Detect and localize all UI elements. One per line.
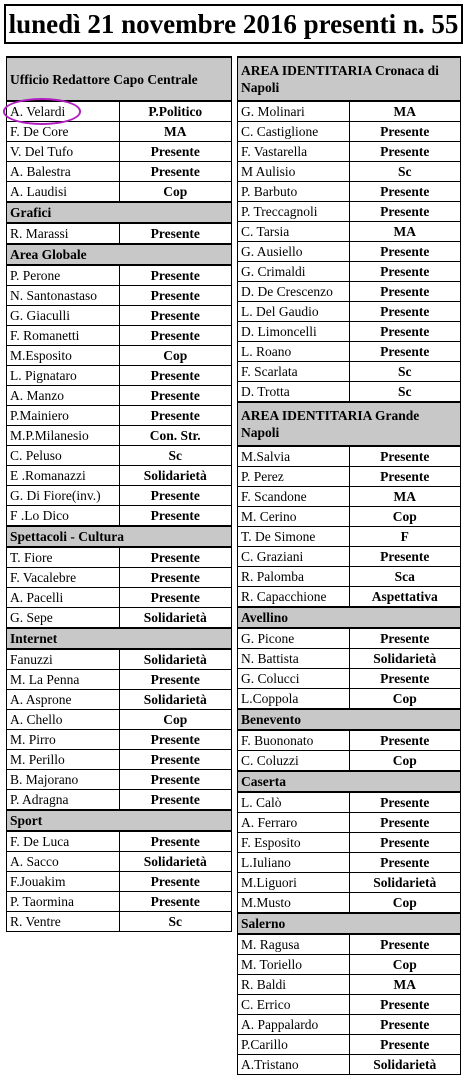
staff-status: Presente: [349, 1035, 461, 1055]
section-header: [238, 57, 461, 101]
table-row: [238, 1035, 461, 1055]
staff-status: F: [349, 527, 461, 547]
table-row: [238, 853, 461, 873]
table-row: [7, 182, 232, 203]
staff-name: A. Balestra: [7, 162, 120, 182]
staff-name: V. Del Tufo: [7, 142, 120, 162]
staff-status: Cop: [349, 507, 461, 527]
staff-status: Presente: [349, 1015, 461, 1035]
staff-status: Cop: [349, 893, 461, 914]
staff-status: Solidarietà: [119, 608, 232, 629]
staff-status: Presente: [349, 182, 461, 202]
table-row: [7, 710, 232, 730]
staff-name: N. Santonastaso: [7, 286, 120, 306]
staff-name: M.Salvia: [238, 446, 350, 467]
section-title: Spettacoli - Cultura: [7, 526, 232, 547]
section-header: [238, 709, 461, 730]
staff-status: Sc: [119, 446, 232, 466]
staff-name: C. Coluzzi: [238, 751, 350, 772]
staff-status: Solidarietà: [119, 690, 232, 710]
staff-status: Presente: [119, 486, 232, 506]
staff-name: F. Romanetti: [7, 326, 120, 346]
staff-name: P. Barbuto: [238, 182, 350, 202]
table-row: [7, 426, 232, 446]
staff-status: Presente: [119, 831, 232, 852]
staff-status: Presente: [119, 770, 232, 790]
staff-status: Presente: [119, 406, 232, 426]
staff-status: P.Politico: [119, 101, 232, 122]
table-row: [238, 813, 461, 833]
staff-status: Presente: [349, 934, 461, 955]
table-row: [7, 588, 232, 608]
staff-status: Presente: [119, 588, 232, 608]
staff-status: Solidarietà: [119, 466, 232, 486]
staff-name: G. Picone: [238, 628, 350, 649]
table-row: [7, 223, 232, 244]
section-header: [238, 913, 461, 934]
staff-name: F. De Core: [7, 122, 120, 142]
staff-status: Presente: [119, 892, 232, 912]
staff-status: MA: [349, 975, 461, 995]
staff-name: A. Pacelli: [7, 588, 120, 608]
staff-name: P. Perone: [7, 265, 120, 286]
table-row: [238, 547, 461, 567]
staff-name: G. Sepe: [7, 608, 120, 629]
section-header: [7, 628, 232, 649]
staff-name: M Aulisio: [238, 162, 350, 182]
staff-name: C. Errico: [238, 995, 350, 1015]
table-row: [238, 1055, 461, 1075]
table-row: [238, 873, 461, 893]
staff-status: Aspettativa: [349, 587, 461, 608]
staff-status: Presente: [119, 306, 232, 326]
staff-status: Presente: [349, 242, 461, 262]
table-row: [238, 995, 461, 1015]
staff-status: Cop: [119, 710, 232, 730]
table-row: [7, 912, 232, 932]
section-title: Benevento: [238, 709, 461, 730]
section-header: [238, 402, 461, 446]
staff-name: L. Del Gaudio: [238, 302, 350, 322]
staff-name: F .Lo Dico: [7, 506, 120, 527]
staff-status: Presente: [349, 853, 461, 873]
staff-name: R. Ventre: [7, 912, 120, 932]
staff-name: A. Chello: [7, 710, 120, 730]
table-row: [238, 955, 461, 975]
table-row: [238, 342, 461, 362]
section-header: [7, 244, 232, 265]
staff-status: Presente: [119, 286, 232, 306]
staff-status: Solidarietà: [119, 649, 232, 670]
table-row: [7, 265, 232, 286]
table-row: [7, 730, 232, 750]
staff-name: M.Esposito: [7, 346, 120, 366]
table-row: [7, 466, 232, 486]
staff-status: Presente: [349, 813, 461, 833]
staff-status: Presente: [119, 326, 232, 346]
staff-status: Presente: [349, 467, 461, 487]
staff-status: Presente: [119, 670, 232, 690]
attendance-table-right: [237, 56, 461, 1075]
table-row: [7, 831, 232, 852]
staff-status: Sc: [349, 382, 461, 403]
staff-status: Solidarietà: [349, 649, 461, 669]
table-row: [7, 366, 232, 386]
staff-status: Presente: [349, 792, 461, 813]
staff-name: L.Coppola: [238, 689, 350, 710]
table-row: [238, 182, 461, 202]
table-row: [238, 487, 461, 507]
staff-status: Presente: [349, 730, 461, 751]
staff-name: N. Battista: [238, 649, 350, 669]
table-row: [7, 101, 232, 122]
staff-status: Presente: [349, 669, 461, 689]
staff-status: Solidarietà: [119, 852, 232, 872]
table-row: [7, 286, 232, 306]
staff-name: M. Pirro: [7, 730, 120, 750]
table-row: [7, 326, 232, 346]
table-row: [238, 567, 461, 587]
section-header: [238, 771, 461, 792]
staff-name: M.P.Milanesio: [7, 426, 120, 446]
table-row: [238, 467, 461, 487]
table-row: [238, 934, 461, 955]
staff-status: Presente: [349, 342, 461, 362]
staff-name: G. Crimaldi: [238, 262, 350, 282]
staff-name: F. Buononato: [238, 730, 350, 751]
staff-name: B. Majorano: [7, 770, 120, 790]
staff-name: D. De Crescenzo: [238, 282, 350, 302]
staff-name: M. Toriello: [238, 955, 350, 975]
staff-name: F.Jouakim: [7, 872, 120, 892]
right-column: [237, 56, 461, 1075]
staff-status: Presente: [119, 265, 232, 286]
section-title: Avellino: [238, 607, 461, 628]
staff-name: A. Laudisi: [7, 182, 120, 203]
staff-name: C. Castiglione: [238, 122, 350, 142]
table-row: [238, 222, 461, 242]
table-row: [238, 446, 461, 467]
staff-status: MA: [349, 222, 461, 242]
table-row: [238, 1015, 461, 1035]
staff-status: Sca: [349, 567, 461, 587]
staff-name: C. Tarsia: [238, 222, 350, 242]
staff-name: R. Capacchione: [238, 587, 350, 608]
staff-name: A. Ferraro: [238, 813, 350, 833]
table-row: [238, 751, 461, 772]
table-row: [238, 649, 461, 669]
table-row: [7, 690, 232, 710]
staff-name: G. Ausiello: [238, 242, 350, 262]
staff-name: A. Pappalardo: [238, 1015, 350, 1035]
section-title: Internet: [7, 628, 232, 649]
section-header: [7, 202, 232, 223]
table-row: [238, 142, 461, 162]
staff-status: Cop: [349, 689, 461, 710]
staff-name: M. Perillo: [7, 750, 120, 770]
staff-status: Cop: [119, 346, 232, 366]
staff-name: D. Trotta: [238, 382, 350, 403]
table-row: [7, 670, 232, 690]
staff-status: Presente: [349, 833, 461, 853]
staff-name: G. Colucci: [238, 669, 350, 689]
staff-status: MA: [119, 122, 232, 142]
staff-status: Presente: [119, 730, 232, 750]
staff-name: M.Musto: [238, 893, 350, 914]
table-row: [7, 446, 232, 466]
staff-name: M. Ragusa: [238, 934, 350, 955]
staff-status: Presente: [119, 872, 232, 892]
table-row: [7, 547, 232, 568]
section-header: [7, 810, 232, 831]
staff-name: M. Cerino: [238, 507, 350, 527]
staff-status: MA: [349, 101, 461, 122]
table-row: [238, 792, 461, 813]
staff-status: Cop: [349, 751, 461, 772]
table-row: [7, 872, 232, 892]
section-title: Grafici: [7, 202, 232, 223]
staff-status: Presente: [349, 122, 461, 142]
page-title: lunedì 21 novembre 2016 presenti n. 55: [4, 4, 463, 44]
table-row: [238, 689, 461, 710]
staff-name: T. Fiore: [7, 547, 120, 568]
staff-name: M.Liguori: [238, 873, 350, 893]
staff-status: Presente: [349, 995, 461, 1015]
staff-name: A. Velardi: [7, 101, 120, 122]
staff-status: Presente: [119, 386, 232, 406]
staff-status: Presente: [349, 302, 461, 322]
section-title: Ufficio Redattore Capo Centrale: [7, 57, 232, 101]
staff-status: Presente: [119, 568, 232, 588]
staff-status: Solidarietà: [349, 873, 461, 893]
staff-name: G. Di Fiore(inv.): [7, 486, 120, 506]
table-row: [7, 486, 232, 506]
staff-name: G. Giaculli: [7, 306, 120, 326]
section-header: [7, 526, 232, 547]
table-row: [7, 568, 232, 588]
section-title: AREA IDENTITARIA Cronaca di Napoli: [238, 57, 461, 101]
staff-name: C. Peluso: [7, 446, 120, 466]
staff-status: Presente: [349, 322, 461, 342]
table-row: [238, 362, 461, 382]
staff-name: E .Romanazzi: [7, 466, 120, 486]
staff-status: Sc: [119, 912, 232, 932]
table-row: [238, 730, 461, 751]
table-row: [238, 669, 461, 689]
staff-status: Presente: [119, 162, 232, 182]
staff-name: P. Treccagnoli: [238, 202, 350, 222]
left-column: [6, 56, 232, 932]
staff-name: D. Limoncelli: [238, 322, 350, 342]
staff-name: A. Sacco: [7, 852, 120, 872]
staff-name: P.Carillo: [238, 1035, 350, 1055]
staff-name: G. Molinari: [238, 101, 350, 122]
staff-name: A. Manzo: [7, 386, 120, 406]
staff-name: L. Calò: [238, 792, 350, 813]
section-title: AREA IDENTITARIA Grande Napoli: [238, 402, 461, 446]
section-title: Area Globale: [7, 244, 232, 265]
staff-status: Presente: [119, 790, 232, 811]
table-row: [7, 142, 232, 162]
table-row: [238, 322, 461, 342]
staff-name: F. Esposito: [238, 833, 350, 853]
staff-name: F. Scarlata: [238, 362, 350, 382]
staff-name: F. Vacalebre: [7, 568, 120, 588]
staff-name: L. Pignataro: [7, 366, 120, 386]
staff-name: R. Palomba: [238, 567, 350, 587]
staff-name: C. Graziani: [238, 547, 350, 567]
table-row: [7, 122, 232, 142]
table-row: [238, 282, 461, 302]
staff-status: Presente: [119, 142, 232, 162]
table-row: [238, 122, 461, 142]
table-row: [238, 893, 461, 914]
table-row: [7, 852, 232, 872]
staff-status: Presente: [349, 202, 461, 222]
staff-name: M. La Penna: [7, 670, 120, 690]
table-row: [7, 162, 232, 182]
staff-status: Presente: [349, 282, 461, 302]
staff-status: Sc: [349, 162, 461, 182]
staff-name: R. Marassi: [7, 223, 120, 244]
table-row: [7, 406, 232, 426]
staff-status: Presente: [349, 446, 461, 467]
staff-status: Solidarietà: [349, 1055, 461, 1075]
staff-status: Presente: [349, 628, 461, 649]
staff-status: Con. Str.: [119, 426, 232, 446]
staff-status: Presente: [119, 223, 232, 244]
staff-status: MA: [349, 487, 461, 507]
table-row: [7, 346, 232, 366]
table-row: [238, 262, 461, 282]
section-header: [238, 607, 461, 628]
table-row: [238, 628, 461, 649]
table-row: [7, 790, 232, 811]
table-row: [238, 242, 461, 262]
table-row: [238, 833, 461, 853]
staff-name: P. Adragna: [7, 790, 120, 811]
staff-name: T. De Simone: [238, 527, 350, 547]
table-row: [7, 306, 232, 326]
staff-name: F. De Luca: [7, 831, 120, 852]
staff-status: Cop: [119, 182, 232, 203]
table-row: [238, 202, 461, 222]
staff-name: A.Tristano: [238, 1055, 350, 1075]
table-row: [238, 587, 461, 608]
staff-name: F. Scandone: [238, 487, 350, 507]
staff-name: L. Roano: [238, 342, 350, 362]
table-row: [7, 892, 232, 912]
table-row: [238, 101, 461, 122]
table-row: [238, 302, 461, 322]
table-row: [7, 506, 232, 527]
section-title: Sport: [7, 810, 232, 831]
staff-status: Cop: [349, 955, 461, 975]
staff-name: A. Asprone: [7, 690, 120, 710]
table-row: [7, 770, 232, 790]
staff-name: Fanuzzi: [7, 649, 120, 670]
staff-name: P.Mainiero: [7, 406, 120, 426]
table-row: [7, 750, 232, 770]
staff-name: R. Baldi: [238, 975, 350, 995]
table-row: [238, 162, 461, 182]
staff-name: L.Iuliano: [238, 853, 350, 873]
section-title: Salerno: [238, 913, 461, 934]
staff-status: Presente: [349, 547, 461, 567]
staff-status: Presente: [119, 547, 232, 568]
staff-name: P. Taormina: [7, 892, 120, 912]
table-row: [7, 608, 232, 629]
section-title: Caserta: [238, 771, 461, 792]
table-row: [238, 975, 461, 995]
table-row: [238, 382, 461, 403]
staff-status: Sc: [349, 362, 461, 382]
table-row: [7, 649, 232, 670]
staff-status: Presente: [119, 506, 232, 527]
table-row: [238, 527, 461, 547]
staff-status: Presente: [349, 262, 461, 282]
section-header: [7, 57, 232, 101]
staff-status: Presente: [119, 750, 232, 770]
staff-name: F. Vastarella: [238, 142, 350, 162]
attendance-table-left: [6, 56, 232, 932]
staff-name: P. Perez: [238, 467, 350, 487]
staff-status: Presente: [349, 142, 461, 162]
table-row: [238, 507, 461, 527]
staff-status: Presente: [119, 366, 232, 386]
table-row: [7, 386, 232, 406]
